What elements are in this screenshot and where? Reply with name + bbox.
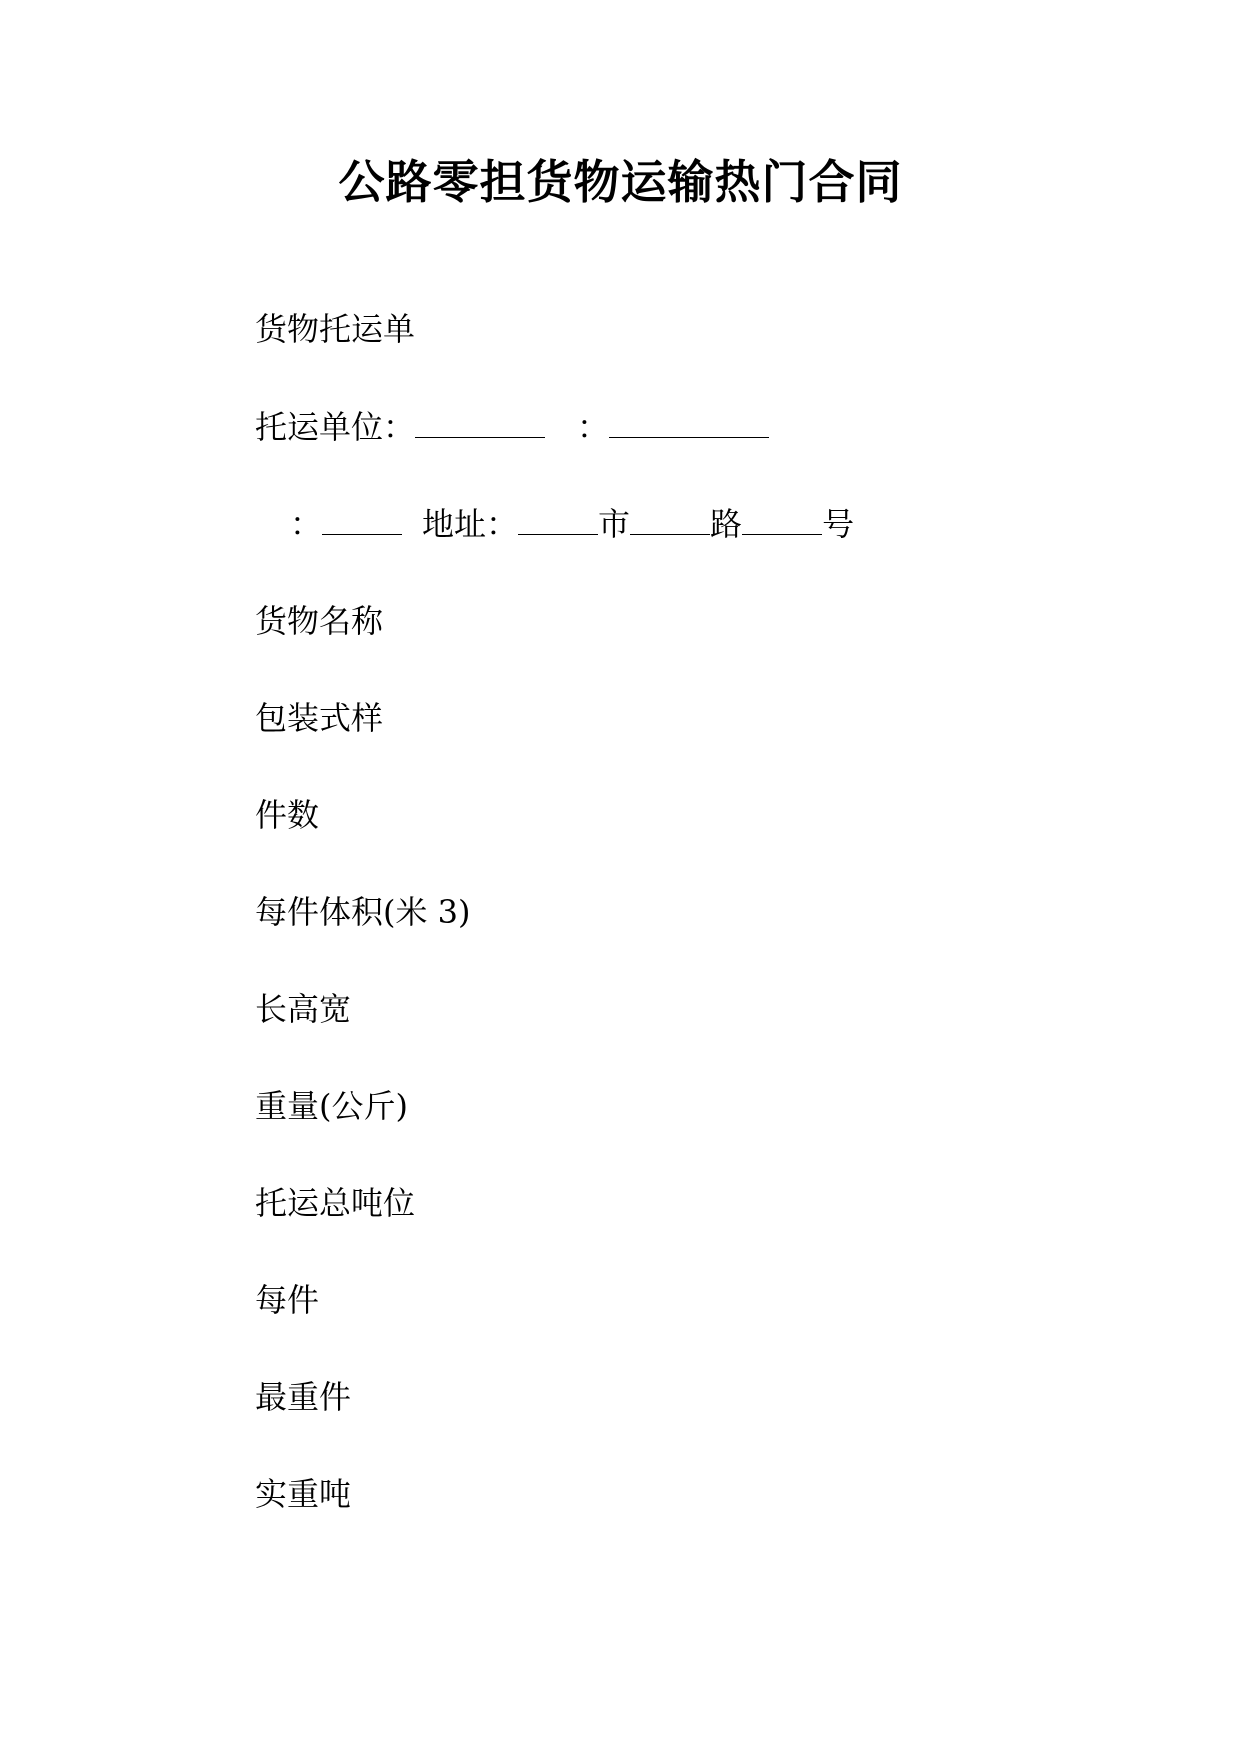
road-label: 路	[710, 505, 743, 543]
line-consignor-unit	[255, 407, 769, 447]
line-waybill-heading: 货物托运单	[255, 310, 416, 348]
address-blank-1	[518, 504, 598, 535]
line-weight: 重量(公斤)	[255, 1087, 408, 1125]
consignor-unit-blank	[415, 407, 545, 438]
document-title: 公路零担货物运输热门合同	[338, 155, 903, 209]
line-heaviest-piece: 最重件	[255, 1378, 352, 1416]
address-blank-2	[630, 504, 710, 535]
city-label: 市	[598, 505, 631, 543]
third-blank	[322, 504, 402, 535]
line-address	[290, 504, 854, 544]
line-total-tonnage: 托运总吨位	[255, 1184, 416, 1222]
second-blank	[609, 407, 769, 438]
address-blank-3	[742, 504, 822, 535]
line-volume: 每件体积(米 3)	[255, 893, 471, 931]
consignor-unit-label: 托运单位：	[255, 408, 416, 446]
address-label: 地址：	[422, 505, 519, 543]
line-dimensions: 长高宽	[255, 990, 352, 1028]
line-actual-tonnage: 实重吨	[255, 1475, 352, 1513]
colon-label-2: ：	[290, 505, 323, 543]
line-piece-count: 件数	[255, 796, 320, 834]
line-per-piece: 每件	[255, 1281, 320, 1319]
line-packaging: 包装式样	[255, 699, 384, 737]
line-goods-name: 货物名称	[255, 602, 384, 640]
colon-label: ：	[577, 408, 610, 446]
number-label: 号	[822, 505, 855, 543]
